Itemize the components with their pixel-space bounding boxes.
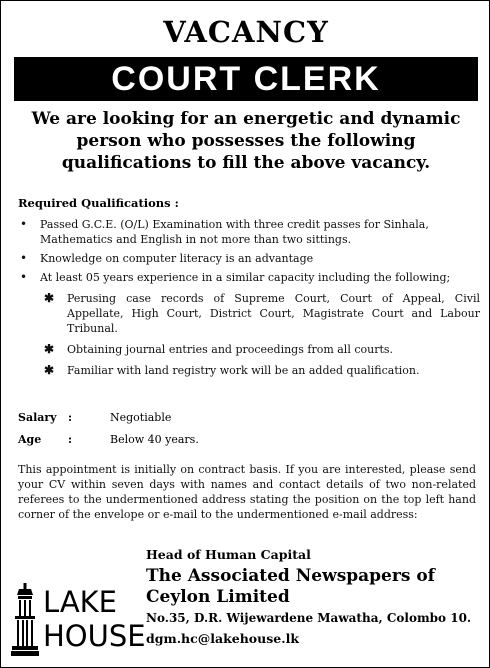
lighthouse-icon bbox=[11, 583, 39, 657]
page-title: VACANCY bbox=[163, 15, 329, 49]
contact-block bbox=[146, 547, 471, 646]
logo-line-lake: LAKE bbox=[43, 585, 118, 619]
logo-line-house: HOUSE bbox=[43, 619, 146, 653]
qualification-text: Passed G.C.E. (O/L) Examination with three credit passes for Sinhala, Mathematics and English in not more than two sittings. bbox=[40, 218, 429, 246]
experience-item bbox=[40, 291, 480, 336]
salary-colon: : bbox=[68, 411, 73, 424]
age-colon: : bbox=[68, 433, 73, 446]
qualification-item bbox=[18, 217, 480, 247]
asterisk-icon: ✱ bbox=[44, 291, 55, 305]
asterisk-icon: ✱ bbox=[44, 342, 55, 356]
qualification-text: At least 05 years experience in a similar capacity including the following; bbox=[40, 271, 451, 284]
application-instructions: This appointment is initially on contract basis. If you are interested, please send your CV within seven days with names and contact details of two non-related referees to the undermentioned address stating the position on the top left hand corner of the envelope or e-mail to the undermentioned e-mail address: bbox=[18, 463, 476, 521]
contact-company: The Associated Newspapers of Ceylon Limited bbox=[146, 566, 435, 607]
experience-text: Familiar with land registry work will be an added qualification. bbox=[67, 364, 420, 377]
salary-label: Salary bbox=[18, 411, 57, 424]
age-label: Age bbox=[18, 433, 42, 446]
asterisk-icon: ✱ bbox=[44, 363, 55, 377]
qualification-item bbox=[18, 270, 480, 378]
experience-sublist bbox=[40, 291, 480, 378]
lake-house-logo bbox=[11, 579, 146, 659]
age-row bbox=[18, 433, 199, 446]
contact-role: Head of Human Capital bbox=[146, 547, 311, 562]
experience-item bbox=[40, 342, 480, 357]
qualifications-heading: Required Qualifications : bbox=[18, 196, 179, 210]
age-value: Below 40 years. bbox=[110, 433, 199, 446]
qualifications-list bbox=[18, 217, 480, 384]
position-banner: COURT CLERK bbox=[14, 57, 478, 101]
contact-email: dgm.hc@lakehouse.lk bbox=[146, 631, 299, 646]
experience-text: Perusing case records of Supreme Court, Court of Appeal, Civil Appellate, High Court, District Court, Magistrate Court and Labour Tribunal. bbox=[67, 292, 480, 335]
qualification-text: Knowledge on computer literacy is an advantage bbox=[40, 252, 314, 265]
qualification-item bbox=[18, 251, 480, 266]
salary-value: Negotiable bbox=[110, 411, 172, 424]
salary-row bbox=[18, 411, 171, 424]
experience-item bbox=[40, 363, 480, 378]
intro-text: We are looking for an energetic and dynamic person who possesses the following qualifications to fill the above vacancy. bbox=[31, 109, 461, 173]
experience-text: Obtaining journal entries and proceedings from all courts. bbox=[67, 343, 394, 356]
contact-address: No.35, D.R. Wijewardene Mawatha, Colombo 10. bbox=[146, 611, 472, 625]
